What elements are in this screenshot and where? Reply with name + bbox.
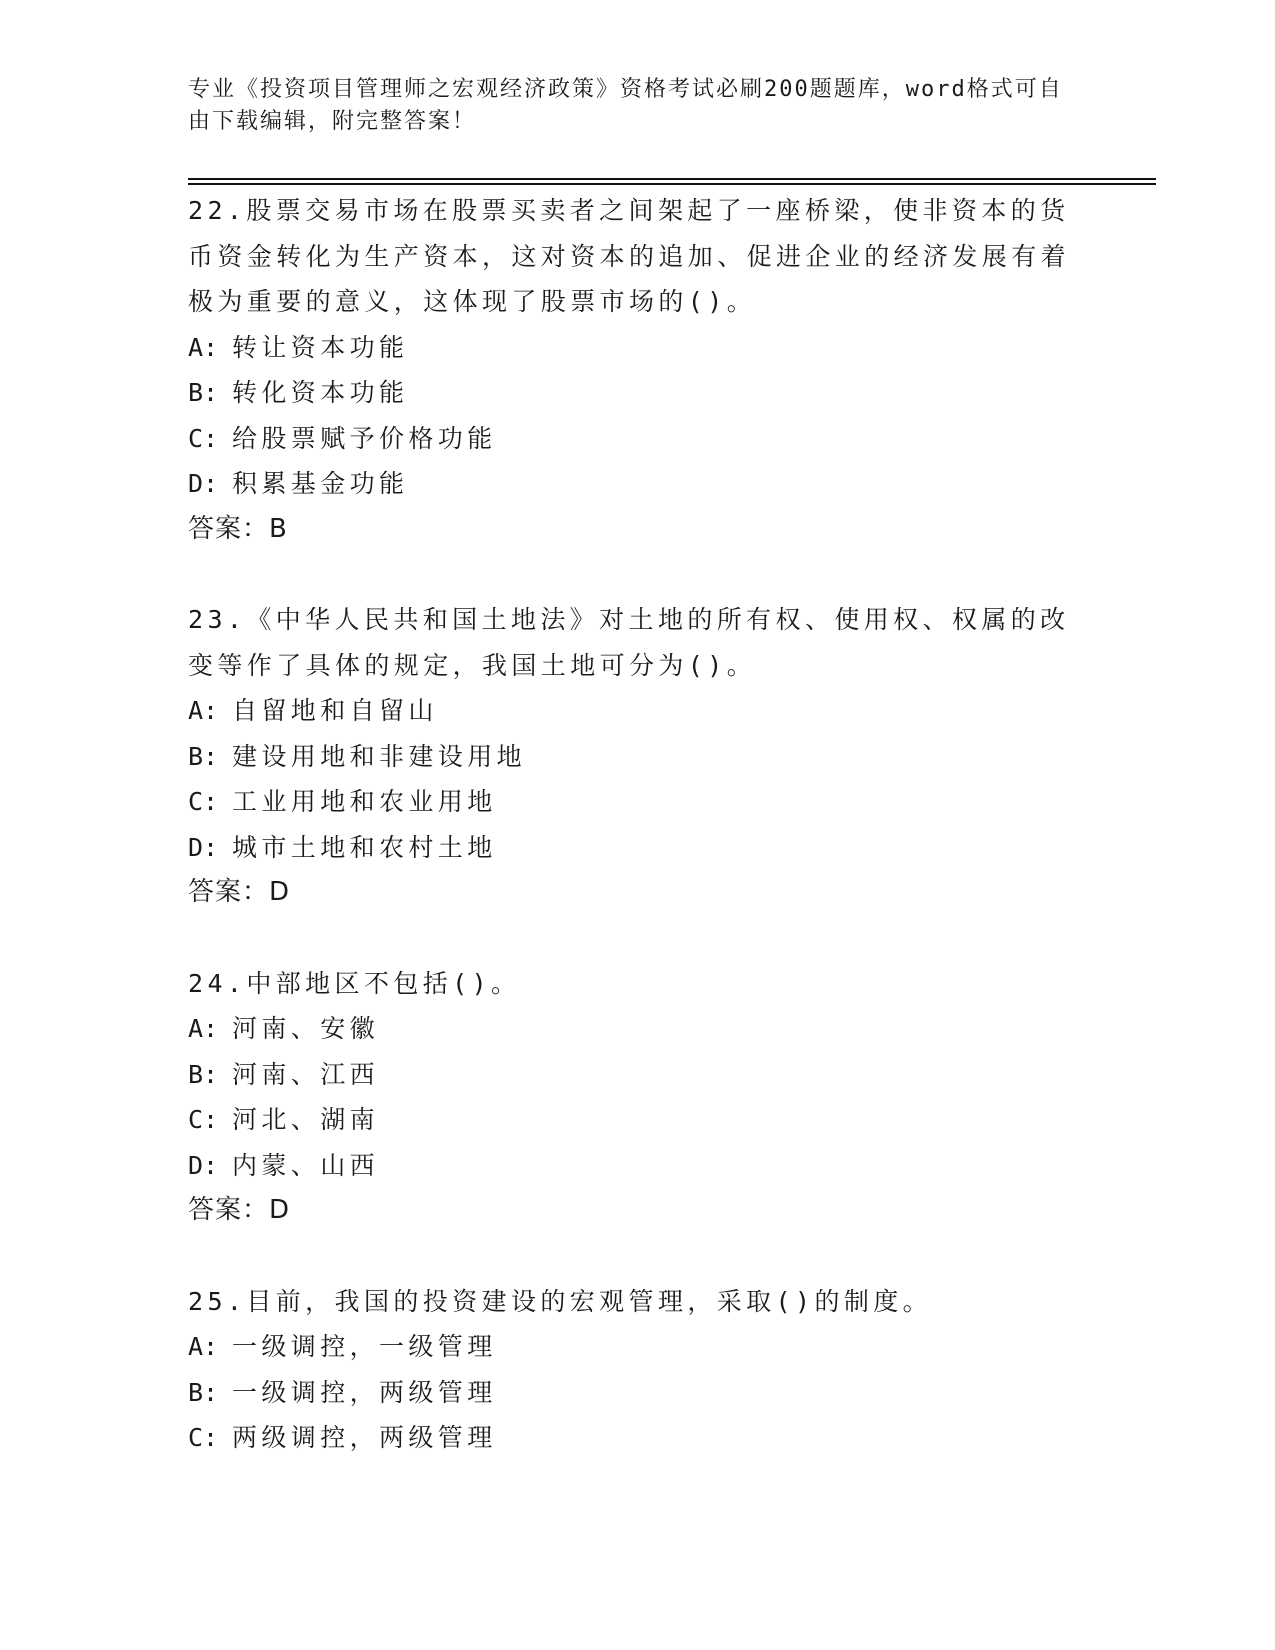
option-b [188,1052,1088,1098]
option-b [188,370,1088,416]
option-key: B: [188,1377,219,1407]
option-d [188,1143,1088,1189]
option-c [188,1097,1088,1143]
option-text: 转化资本功能 [232,378,409,407]
option-text: 建设用地和非建设用地 [232,741,527,771]
question-stem: 22.股票交易市场在股票买卖者之间架起了一座桥梁，使非资本的货币资金转化为生产资本，这对资本的追加、促进企业的经济发展有着极为重要的意义，这体现了股票市场的()。 [188,196,1071,316]
question-23 [188,597,1088,916]
option-c [188,416,1088,462]
option-text: 城市土地和农村土地 [232,832,497,862]
question-22 [188,188,1088,552]
option-a [188,325,1088,371]
option-key: B: [188,741,219,771]
option-key: A: [188,332,219,362]
question-25 [188,1279,1088,1461]
option-c [188,1415,1088,1461]
header-divider-top [188,178,1156,180]
option-key: B: [188,1059,219,1089]
answer-line: 答案：B [188,513,288,544]
option-key: A: [188,696,219,725]
option-key: C: [188,1105,219,1134]
option-text: 一级调控，一级管理 [232,1332,497,1361]
option-key: A: [188,1014,219,1043]
option-key: D: [188,1150,219,1180]
option-c [188,779,1088,825]
option-key: C: [188,423,219,453]
question-stem: 23.《中华人民共和国土地法》对土地的所有权、使用权、权属的改变等作了具体的规定，我国土地可分为()。 [188,605,1070,680]
question-stem: 25.目前，我国的投资建设的宏观管理，采取()的制度。 [188,1286,933,1316]
option-text: 积累基金功能 [232,469,409,498]
option-key: A: [188,1332,219,1361]
option-text: 一级调控，两级管理 [232,1377,497,1407]
option-key: C: [188,787,219,816]
option-b [188,1370,1088,1416]
option-key: D: [188,832,219,862]
option-text: 内蒙、山西 [232,1150,380,1180]
question-list [188,188,1088,1506]
option-a [188,1324,1088,1370]
option-a [188,688,1088,734]
option-key: C: [188,1423,219,1452]
option-b [188,734,1088,780]
option-text: 河南、安徽 [232,1014,380,1043]
option-text: 转让资本功能 [232,332,409,362]
option-text: 自留地和自留山 [232,696,438,725]
option-text: 河北、湖南 [232,1105,380,1134]
option-a [188,1006,1088,1052]
option-text: 两级调控，两级管理 [232,1423,497,1452]
option-text: 河南、江西 [232,1059,380,1089]
answer-line: 答案：D [188,877,291,907]
answer-line: 答案：D [188,1195,291,1225]
option-text: 工业用地和农业用地 [232,787,497,816]
option-text: 给股票赋予价格功能 [232,423,497,453]
option-d [188,825,1088,871]
document-header: 专业《投资项目管理师之宏观经济政策》资格考试必刷200题题库，word格式可自由下载编辑，附完整答案！ [188,77,1063,134]
option-key: D: [188,469,219,498]
option-d [188,461,1088,507]
header-divider-bottom [188,183,1156,185]
question-24 [188,961,1088,1234]
question-stem: 24.中部地区不包括()。 [188,968,521,998]
option-key: B: [188,378,219,407]
